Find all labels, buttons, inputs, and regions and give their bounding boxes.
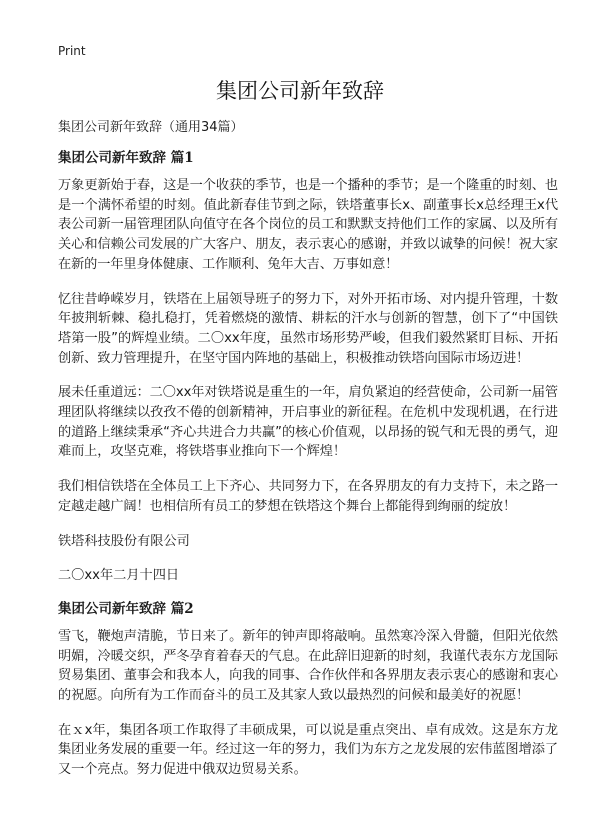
section-heading: 集团公司新年致辞 篇1	[58, 150, 194, 166]
paragraph: 在ｘx年，集团各项工作取得了丰硕成果，可以说是重点突出、卓有成效。这是东方龙集团业务发展的重要一年。经过这一年的努力，我们为东方之龙发展的宏伟蓝图增添了又一个亮点。努力促进中俄双边贸易关系。	[58, 722, 558, 778]
signature-company: 铁塔科技股份有限公司	[58, 533, 190, 549]
page-title: 集团公司新年致辞	[216, 79, 384, 103]
paragraph: 雪飞，鞭炮声清脆，节日来了。新年的钟声即将敲响。虽然寒冷深入骨髓，但阳光依然明媚，冷暖交织，严冬孕育着春天的气息。在此辞旧迎新的时刻，我谨代表东方龙国际贸易集团、董事会和我本人，向我的同事、合作伙伴和各界朋友表示衷心的感谢和衷心的祝愿。向所有为工作而奋斗的员工及其家人致以最热烈的问候和最美好的祝愿！	[58, 628, 558, 704]
paragraph: 万象更新始于春，这是一个收获的季节，也是一个播种的季节；是一个隆重的时刻、也是一个满怀希望的时刻。值此新春佳节到之际，铁塔董事长x、副董事长x总经理王x代表公司新一届管理团队向值守在各个岗位的员工和默默支持他们工作的家属、以及所有关心和信赖公司发展的广大客户、朋友，表示衷心的感谢，并致以诚挚的问候！祝大家在新的一年里身体健康、工作顺利、兔年大吉、万事如意！	[58, 178, 558, 272]
document-subtitle: 集团公司新年致辞（通用34篇）	[58, 120, 244, 135]
section-heading: 集团公司新年致辞 篇2	[58, 600, 194, 617]
section-1	[58, 150, 558, 586]
paragraph: 展未任重道远：二〇xx年对铁塔说是重生的一年，肩负紧迫的经营使命，公司新一届管理团队将继续以孜孜不倦的创新精神，开启事业的新征程。在危机中发现机遇，在行进的道路上继续秉承“齐心共进合力共赢”的核心价值观，以昂扬的锐气和无畏的勇气，迎难而上，攻坚克难，将铁塔事业推向下一个辉煌！	[58, 385, 558, 460]
print-link[interactable]: Print	[58, 44, 86, 58]
article-body	[58, 150, 558, 795]
section-2	[58, 601, 558, 780]
signature-date: 二〇xx年二月十四日	[58, 568, 180, 584]
paragraph: 忆往昔峥嵘岁月，铁塔在上届领导班子的努力下，对外开拓市场、对内提升管理，十数年披荆斩棘、稳扎稳打，凭着燃烧的激情、耕耘的汗水与创新的智慧，创下了“中国铁塔第一股”的辉煌业绩。二〇xx年度，虽然市场形势严峻，但我们毅然紧盯目标、开拓创新、致力管理提升，在坚守国内阵地的基础上，积极推动铁塔向国际市场迈进！	[58, 291, 558, 366]
paragraph: 我们相信铁塔在全体员工上下齐心、共同努力下，在各界朋友的有力支持下，未之路一定越走越广阔！也相信所有员工的梦想在铁塔这个舞台上都能得到绚丽的绽放！	[58, 479, 558, 514]
